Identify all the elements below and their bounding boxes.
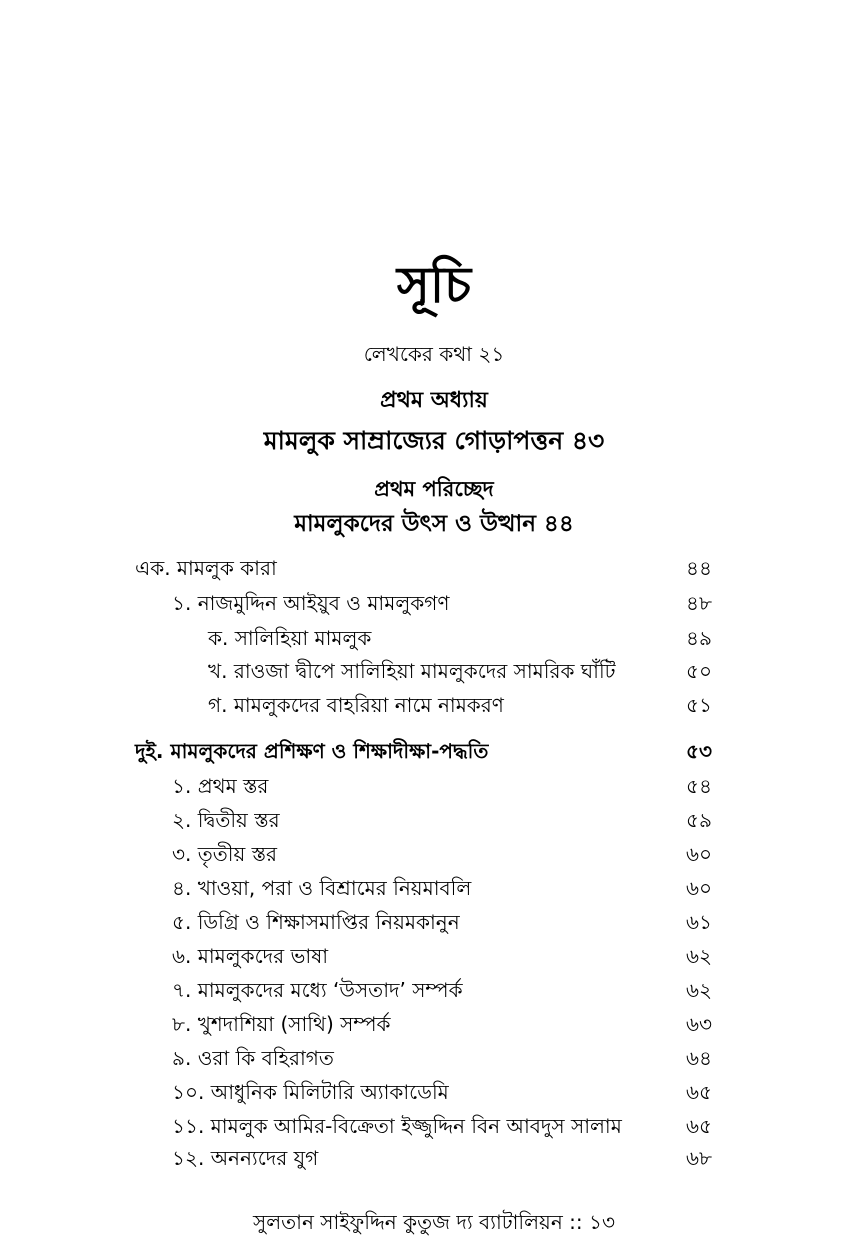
toc-list	[0, 552, 868, 1170]
toc-entry-text: ৮. খুশদাশিয়া (সাথি) সম্পর্ক	[172, 1012, 391, 1036]
toc-entry-page: ৬২	[685, 944, 712, 968]
toc-entry	[172, 940, 712, 972]
toc-entry	[172, 587, 712, 619]
toc-entry	[172, 1110, 712, 1142]
toc-entry	[172, 906, 712, 938]
section-title: মামলুকদের উৎস ও উত্থান ৪৪	[294, 511, 574, 537]
toc-entry	[172, 872, 712, 904]
toc-entry-page: ৪৪	[686, 556, 712, 580]
toc-entry-text: ৭. মামলুকদের মধ্যে ‘উসতাদ’ সম্পর্ক	[172, 978, 463, 1002]
page-title: সূচি	[396, 256, 472, 314]
toc-entry-page: ৬৮	[686, 1146, 712, 1170]
toc-entry-text: খ. রাওজা দ্বীপে সালিহিয়া মামলুকদের সামরিক ঘাঁটি	[208, 659, 616, 683]
chapter-label: প্রথম অধ্যায়	[380, 388, 488, 413]
toc-entry-text: ১. প্রথম স্তর	[172, 774, 269, 798]
toc-entry	[172, 1042, 712, 1074]
toc-entry	[208, 622, 712, 654]
toc-entry	[172, 1076, 712, 1108]
toc-entry-page: ৬৫	[686, 1114, 712, 1138]
toc-entry-page: ৬১	[686, 910, 712, 934]
toc-entry-page: ৬০	[685, 842, 712, 866]
toc-entry-page: ৪৯	[686, 626, 712, 650]
toc-entry	[172, 1142, 712, 1174]
toc-entry-page: ৬৩	[685, 1012, 712, 1036]
toc-entry-page: ৫১	[686, 693, 712, 717]
toc-entry-page: ৫৯	[686, 808, 712, 832]
toc-entry-text: ১. নাজমুদ্দিন আইয়ুব ও মামলুকগণ	[172, 591, 450, 615]
toc-entry-text: ক. সালিহিয়া মামলুক	[208, 626, 372, 650]
toc-entry	[172, 770, 712, 802]
preface-entry: লেখকের কথা ২১	[363, 342, 505, 366]
toc-entry-page: ৫৪	[686, 774, 712, 798]
toc-entry	[172, 804, 712, 836]
toc-entry-text: ৬. মামলুকদের ভাষা	[172, 944, 329, 968]
toc-entry-text: ৯. ওরা কি বহিরাগত	[172, 1046, 334, 1070]
toc-entry	[172, 974, 712, 1006]
toc-entry-text: গ. মামলুকদের বাহরিয়া নামে নামকরণ	[208, 693, 504, 717]
toc-entry	[135, 735, 712, 767]
toc-entry-page: ৬৪	[686, 1046, 712, 1070]
toc-entry-text: ৪. খাওয়া, পরা ও বিশ্রামের নিয়মাবলি	[172, 876, 472, 900]
toc-entry-page: ৬০	[685, 876, 712, 900]
toc-entry-text: ২. দ্বিতীয় স্তর	[172, 808, 280, 832]
toc-entry-page: ৪৮	[686, 591, 712, 615]
toc-entry-text: ১০. আধুনিক মিলিটারি অ্যাকাডেমি	[172, 1080, 449, 1104]
toc-entry-text: দুই. মামলুকদের প্রশিক্ষণ ও শিক্ষাদীক্ষা-পদ্ধতি	[135, 739, 489, 763]
page-footer: সুলতান সাইফুদ্দিন কুতুজ দ্য ব্যাটালিয়ন :: ১৩	[253, 1210, 615, 1234]
toc-entry	[208, 689, 712, 721]
toc-entry	[172, 1008, 712, 1040]
toc-entry	[172, 838, 712, 870]
section-label: প্রথম পরিচ্ছেদ	[374, 477, 494, 501]
toc-entry-page: ৫০	[686, 659, 712, 683]
toc-entry-text: ৫. ডিগ্রি ও শিক্ষাসমাপ্তির নিয়মকানুন	[172, 910, 460, 934]
toc-entry-page: ৫৩	[686, 739, 712, 763]
toc-entry-text: ৩. তৃতীয় স্তর	[172, 842, 277, 866]
toc-entry-page: ৬২	[685, 978, 712, 1002]
toc-entry	[208, 655, 712, 687]
toc-entry-text: ১১. মামলুক আমির-বিক্রেতা ইজ্জুদ্দিন বিন আবদুস সালাম	[172, 1114, 622, 1138]
toc-entry-text: ১২. অনন্যদের যুগ	[172, 1146, 319, 1170]
toc-entry-text: এক. মামলুক কারা	[135, 556, 277, 580]
toc-entry-page: ৬৫	[686, 1080, 712, 1104]
toc-entry	[135, 552, 712, 584]
chapter-title: মামলুক সাম্রাজ্যের গোড়াপত্তন ৪৩	[263, 426, 605, 455]
